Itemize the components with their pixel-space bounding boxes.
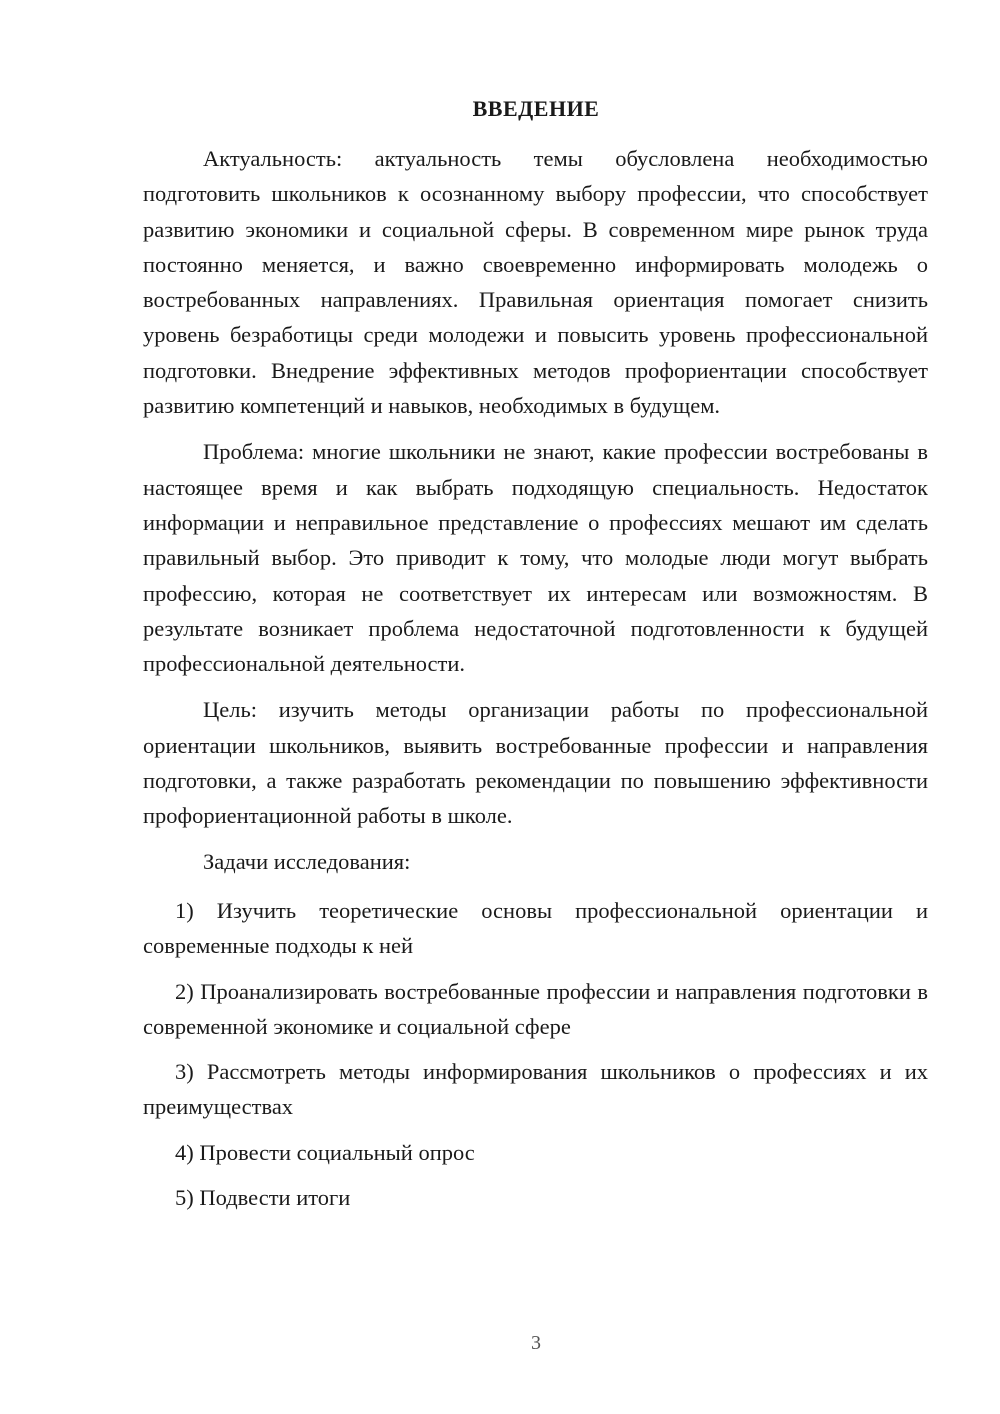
paragraph-goal: Цель: изучить методы организации работы по профессиональной ориентации школьников, выявить востребованные профессии и направления подготовки, а также разработать рекомендации по повышению эффективности профориентационной работы в школе. — [143, 697, 928, 829]
paragraph-tasks-heading: Задачи исследования: — [203, 848, 411, 874]
paragraph-problem: Проблема: многие школьники не знают, какие профессии востребованы в настоящее время и как выбрать подходящую специальность. Недостаток информации и неправильное представление о профессиях мешают им сделать правильный выбор. Это приводит к тому, что молодые люди могут выбрать профессию, которая не соответствует их интересам или возможностям. В результате возникает проблема недостаточной подготовленности к будущей профессиональной деятельности. — [143, 439, 928, 677]
section-title: ВВЕДЕНИЕ — [472, 96, 600, 121]
paragraph-relevance: Актуальность: актуальность темы обусловлена необходимостью подготовить школьников к осознанному выбору профессии, что способствует развитию экономики и социальной сферы. В современном мире рынок труда постоянно меняется, и важно своевременно информировать молодежь о востребованных направлениях. Правильная ориентация помогает снизить уровень безработицы среди молодежи и повысить уровень профессиональной подготовки. Внедрение эффективных методов профориентации способствует развитию компетенций и навыков, необходимых в будущем. — [143, 146, 928, 419]
task-item: 4) Провести социальный опрос — [175, 1139, 475, 1165]
task-item: 5) Подвести итоги — [175, 1185, 351, 1211]
page-number: 3 — [531, 1332, 541, 1354]
task-item: 3) Рассмотреть методы информирования школьников о профессиях и их преимуществах — [143, 1059, 928, 1120]
task-item: 2) Проанализировать востребованные профессии и направления подготовки в современной экономике и социальной сфере — [143, 978, 928, 1039]
task-item: 1) Изучить теоретические основы профессиональной ориентации и современные подходы к ней — [143, 897, 928, 959]
body-text — [143, 141, 928, 1215]
